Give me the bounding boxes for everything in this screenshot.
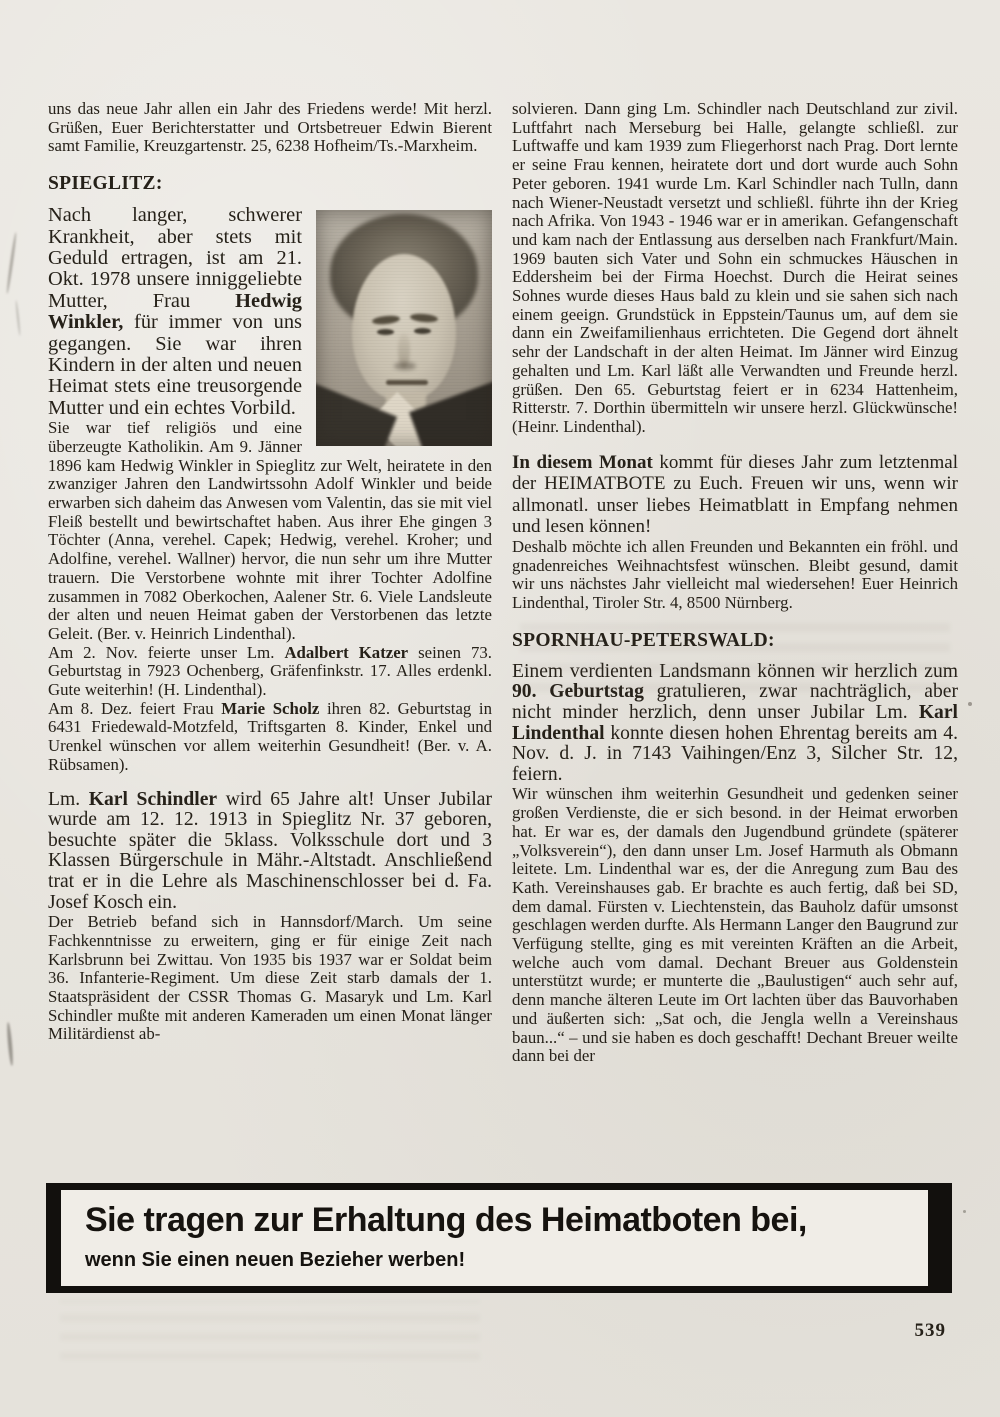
- scan-speck: [968, 702, 972, 706]
- scan-wrinkle-mark: [6, 232, 18, 294]
- lindenthal-birthday-lead-paragraph: Einem verdienten Landsmann können wir herzlich zum 90. Geburtstag gratulieren, zwar nachträglich, aber nicht minder herzlich, denn unser Jubilar Lm. Karl Lindenthal konnte diesen hohen Ehrentag bereits am 4. Nov. d. J. in 7143 Vaihingen/Enz 3, Silcher Str. 12, feiern.: [512, 660, 958, 785]
- subscription-banner: [46, 1183, 952, 1293]
- intro-paragraph: uns das neue Jahr allen ein Jahr des Friedens werde! Mit herzl. Grüßen, Euer Berichterstatter und Ortsbetreuer Edwin Bierent samt Familie, Kreuzgartenstr. 25, 6238 Hofheim/Ts.-Marxheim.: [48, 100, 492, 156]
- obituary-body-paragraph: Sie war tief religiös und eine überzeugte Katholikin. Am 9. Jänner 1896 kam Hedwig Winkler in Spieglitz zur Welt, heiratete in den zwanziger Jahren den Landwirtssohn Adolf Winkler und beide erwarben sich daheim das Anwesen vom Valentin, das sie mit viel Fleiß bestellt und bewirtschaftet haben. Aus ihrer Ehe gingen 3 Töchter (Anna, verehel. Capek; Hedwig, verehel. Kroher; und Adolfine, verehel. Wallner) hervor, die nun sehr um ihre Mutter trauern. Die Verstorbene wohnte mit ihrer Tochter Adolfine zusammen in 7082 Oberkochen, Aalener Str. 6. Viele Landsleute der alten und neuen Heimat gaben der Verstorbenen das letzte Geleit. (Ber. v. Heinrich Lindenthal).: [48, 418, 492, 643]
- ink-bleedthrough: [60, 1300, 480, 1360]
- schindler-body-paragraph: Der Betrieb befand sich in Hannsdorf/March. Um seine Fachkenntnisse zu erweitern, ging er für einige Zeit nach Karlsbrunn bei Zwittau. Von 1935 bis 1937 war er Soldat beim 36. Infanterie-Regiment. Um diese Zeit starb damals der 1. Staatspräsident der CSSR Thomas G. Masaryk und Lm. Karl Schindler mußte mit anderen Kameraden um einen Monat länger Militärdienst ab-: [48, 912, 492, 1044]
- obituary-lead-paragraph: Nach langer, schwerer Krankheit, aber stets mit Geduld ertragen, ist am 21. Okt. 1978 unsere inniggeliebte Mutter, Frau Hedwig Winkler, für immer von uns gegangen. Sie war ihren Kindern in der alten und neuen Heimat stets eine treusorgende Mutter und ein echtes Vorbild.: [48, 204, 302, 419]
- christmas-greeting-paragraph: Deshalb möchte ich allen Freunden und Bekannten ein fröhl. und gnadenreiches Weihnachtsfest wünschen. Bleibt gesund, damit wir uns nächstes Jahr vielleicht mal wiedersehen! Euer Heinrich Lindenthal, Tiroler Str. 4, 8500 Nürnberg.: [512, 537, 958, 613]
- portrait-photo: [316, 210, 492, 446]
- right-column: [512, 100, 958, 1066]
- section-heading-spieglitz: SPIEGLITZ:: [48, 173, 163, 195]
- scan-wrinkle-mark: [15, 300, 21, 336]
- scholz-birthday-paragraph: Am 8. Dez. feiert Frau Marie Scholz ihren 82. Geburtstag in 6431 Friedewald-Motzfeld, Triftsgarten 8. Kinder, Enkel und Urenkel wünschen vor allem weiterhin Gesundheit! (Ber. v. A. Rübsamen).: [48, 698, 492, 774]
- schindler-lead-paragraph: Lm. Karl Schindler wird 65 Jahre alt! Unser Jubilar wurde am 12. 12. 1913 in Spieglitz Nr. 37 geboren, besuchte später die 5klass. Volksschule dort und 3 Klassen Bürgerschule in Mähr.-Altstadt. Anschließend trat er in die Lehre als Maschinenschlosser bei d. Fa. Josef Kosch ein.: [48, 788, 492, 913]
- page-number: 539: [914, 1320, 946, 1341]
- obituary-block: [48, 205, 492, 644]
- banner-subline: wenn Sie einen neuen Bezieher werben!: [85, 1249, 466, 1271]
- schindler-continuation-paragraph: solvieren. Dann ging Lm. Schindler nach Deutschland zur zivil. Luftfahrt nach Merseburg bei Halle, gelangte schließl. zur Luftwaffe und kam 1939 zum Fliegerhorst nach Prag. Dort lernte er seine Frau kennen, heiratete dort und dort wurde auch Sohn Peter geboren. 1941 wurde Lm. Karl Schindler nach Tulln, dann nach Wiener-Neustadt versetzt und schließl. führte ihn der Krieg nach Afrika. Von 1943 - 1946 war er in amerikan. Gefangenschaft und kam nach der Entlassung aus derselben nach Frankfurt/Main. 1969 bauten sich Vater und Sohn ein schmuckes Häuschen in Eddersheim bei der Firma Hoechst. Durch die Heirat seines Sohnes wurde dieses Haus bald zu klein und sie sahen sich nach einem geeign. Grundstück in Eppstein/Taunus um, auf dem sie dann ein Zweifamilienhaus errichteten. Die Gegend dort ähnelt sehr der Landschaft in der alten Heimat. Im Jänner wird Einzug gehalten und Lm. Karl läßt alle Verwandten und Freunde herzl. grüßen. Den 65. Geburtstag feiert er in 6234 Hattenheim, Ritterstr. 7. Dorthin übermitteln wir unsere herzl. Glückwünsche! (Heinr. Lindenthal).: [512, 100, 958, 436]
- photo-grain-overlay: [316, 210, 492, 446]
- scan-speck: [963, 1210, 966, 1213]
- lindenthal-birthday-body-paragraph: Wir wünschen ihm weiterhin Gesundheit und gedenken seiner großen Verdienste, die er sich besond. in der Heimat erworben hat. Er war es, der damals den Jugendbund gründete (späterer „Volksverein“), den dann unser Lm. Josef Harmuth als Obmann leitete. Lm. Lindenthal war es, der die Anregung zum Bau des Kath. Vereinshauses gab. Er brachte es auch fertig, daß bei SD, dem damal. Fürsten v. Liechtenstein, das Bauholz dafür umsonst geschlagen werden durfte. Als Hermann Langer den Baugrund zur Verfügung stellte, ging es mit vereinten Kräften an die Arbeit, welche auch vom damal. Dechant Breuer aus Goldenstein unterstützt wurde; er munterte die „Baulustigen“ auch sehr auf, denn manche älteren Leute im Ort lachten über das Bauvorhaben und äußerten sich: „Sat och, die Jengla welln a Vereinshaus baun...“ – und sie haben es doch geschafft! Dechant Breuer weilte dann bei der: [512, 784, 958, 1066]
- katzer-birthday-paragraph: Am 2. Nov. feierte unser Lm. Adalbert Katzer seinen 73. Geburtstag in 7923 Ochenberg, Gräfenfinkstr. 17. Alles erdenkl. Gute weiterhin! (H. Lindenthal).: [48, 642, 492, 700]
- last-issue-notice-paragraph: In diesem Monat kommt für dieses Jahr zum letztenmal der HEIMATBOTE zu Euch. Freuen wir uns, wenn wir allmonatl. unser liebes Heimatblatt in Empfang nehmen und lesen können!: [512, 451, 958, 538]
- banner-headline: Sie tragen zur Erhaltung des Heimatboten bei,: [85, 1201, 807, 1239]
- section-heading-spornhau-peterswald: SPORNHAU-PETERSWALD:: [512, 629, 775, 651]
- scan-wrinkle-mark: [6, 1022, 14, 1066]
- left-column: [48, 100, 492, 1044]
- ink-bleedthrough: [520, 612, 950, 692]
